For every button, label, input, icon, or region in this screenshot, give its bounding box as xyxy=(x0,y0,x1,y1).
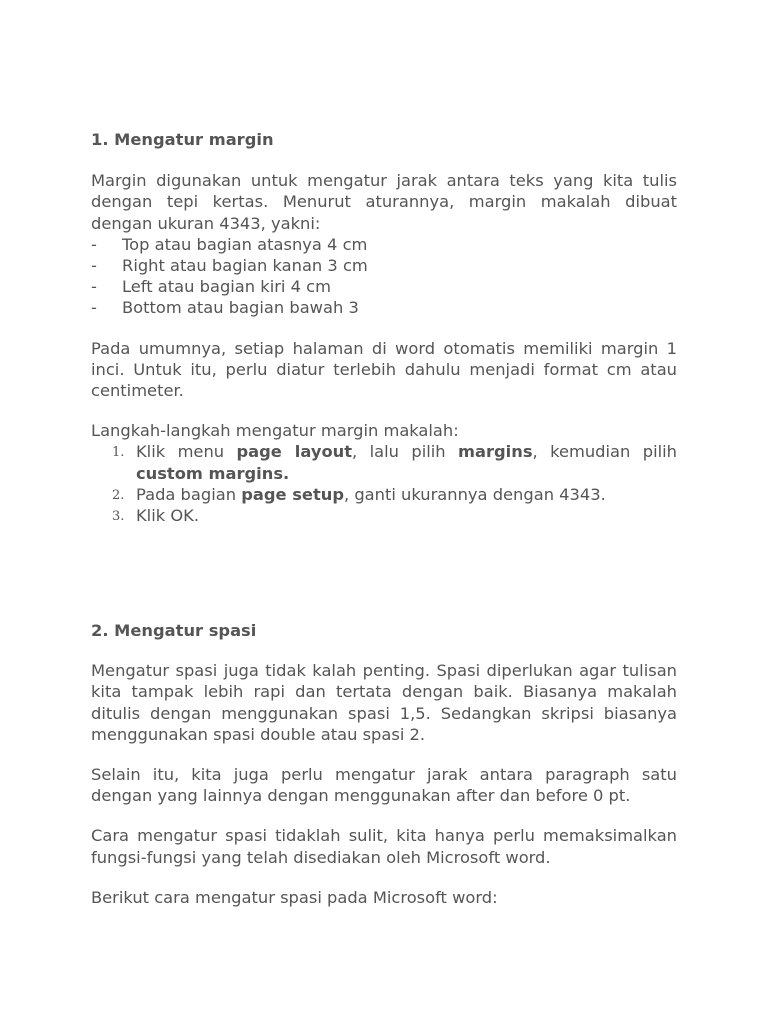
list-number: 3. xyxy=(112,509,125,525)
step-text: , kemudian pilih xyxy=(532,442,677,462)
step-text: Klik menu xyxy=(136,442,237,462)
paragraph-default-margin: Pada umumnya, setiap halaman di word otomatis memiliki margin 1 inci. Untuk itu, perlu diatur terlebih dahulu menjadi format cm atau centimeter. xyxy=(91,338,677,401)
paragraph-margin-intro: Margin digunakan untuk mengatur jarak antara teks yang kita tulis dengan tepi kertas. Menurut aturannya, margin makalah dibuat dengan ukuran 4343, yakni: xyxy=(91,171,677,233)
list-item xyxy=(91,505,677,526)
list-item xyxy=(91,255,677,276)
list-item xyxy=(91,297,677,318)
list-item-text: Top atau bagian atasnya 4 cm xyxy=(122,234,368,254)
margin-size-list xyxy=(91,234,677,319)
list-item xyxy=(91,276,677,297)
step-bold-text: page layout xyxy=(236,442,353,462)
list-marker: - xyxy=(91,234,97,254)
section-spacing xyxy=(91,620,677,908)
step-text: Pada bagian xyxy=(136,484,242,504)
list-item-text: Left atau bagian kiri 4 cm xyxy=(122,277,331,297)
list-item xyxy=(91,441,677,483)
section-heading-margin: 1. Mengatur margin xyxy=(91,130,274,149)
section-margin xyxy=(91,129,677,526)
paragraph-steps-intro: Langkah-langkah mengatur margin makalah: xyxy=(91,421,459,441)
list-item xyxy=(91,234,677,255)
list-number: 2. xyxy=(112,487,125,503)
list-number: 1. xyxy=(112,445,125,461)
paragraph-spacing-steps-intro: Berikut cara mengatur spasi pada Microsoft word: xyxy=(91,887,498,907)
step-bold-text: margins xyxy=(458,442,533,462)
list-item-text: Right atau bagian kanan 3 cm xyxy=(122,256,368,276)
paragraph-paragraph-spacing: Selain itu, kita juga perlu mengatur jarak antara paragraph satu dengan yang lainnya dengan menggunakan after dan before 0 pt. xyxy=(91,765,677,806)
paragraph-spacing-intro: Mengatur spasi juga tidak kalah penting. Spasi diperlukan agar tulisan kita tampak lebih rapi dan tertata dengan baik. Biasanya makalah ditulis dengan menggunakan spasi 1,5. Sedangkan skripsi biasanya menggunakan spasi double atau spasi 2. xyxy=(91,661,677,744)
section-heading-spacing: 2. Mengatur spasi xyxy=(91,621,257,640)
margin-steps-list xyxy=(91,441,677,526)
step-text: Klik OK. xyxy=(136,506,199,526)
list-marker: - xyxy=(91,277,97,297)
list-marker: - xyxy=(91,256,97,276)
list-item xyxy=(91,484,677,505)
step-bold-text: custom margins. xyxy=(136,463,290,483)
step-bold-text: page setup xyxy=(241,484,344,504)
paragraph-spacing-method: Cara mengatur spasi tidaklah sulit, kita hanya perlu memaksimalkan fungsi-fungsi yang telah disediakan oleh Microsoft word. xyxy=(91,826,677,867)
list-marker: - xyxy=(91,298,97,318)
step-text: , ganti ukurannya dengan 4343. xyxy=(343,484,606,504)
step-text: , lalu pilih xyxy=(352,442,459,462)
list-item-text: Bottom atau bagian bawah 3 xyxy=(122,298,359,318)
